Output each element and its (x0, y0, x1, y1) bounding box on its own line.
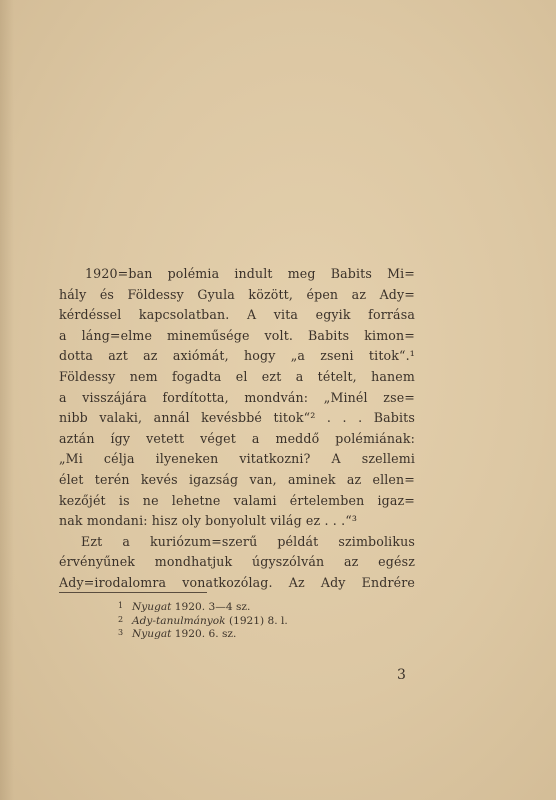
footnote-detail: 1920. 6. sz. (171, 628, 237, 641)
footnote-source: Nyugat (132, 628, 172, 641)
text-line: Ezt a kuriózum=szerű példát szimbolikus (81, 533, 415, 549)
footnotes (118, 600, 398, 641)
text-line: Földessy nem fogadta el ezt a tételt, hanem (59, 368, 415, 384)
page-edge-shadow (0, 0, 14, 800)
footnote-detail: (1921) 8. l. (225, 614, 288, 627)
footnote-source: Nyugat (132, 601, 172, 613)
footnote-divider (59, 592, 207, 593)
footnote (118, 600, 398, 614)
footnote-number: 1 (118, 601, 124, 610)
text-line: Ady=irodalomra vonatkozólag. Az Ady Endrére (59, 574, 415, 590)
footnote (118, 627, 398, 641)
text-line: 1920=ban polémia indult meg Babits Mi= (85, 266, 415, 281)
footnote-number: 2 (118, 614, 124, 624)
text-line: élet terén kevés igazság van, aminek az ellen= (59, 471, 415, 487)
body-text (59, 264, 415, 594)
text-line: a visszájára fordította, mondván: „Minél zse= (59, 389, 415, 405)
text-line: dotta azt az axiómát, hogy „a zseni titok“.¹ (59, 348, 415, 364)
footnote-source: Ady-tanulmányok (132, 614, 226, 627)
text-line: kezőjét is ne lehetne valami értelemben igaz= (59, 492, 415, 508)
footnote-detail: 1920. 3—4 sz. (171, 601, 251, 613)
page-number: 3 (397, 667, 406, 683)
text-line: aztán így vetett véget a meddő polémiának: (59, 430, 415, 446)
text-line: nibb valaki, annál kevésbbé titok“² . . . Babits (59, 410, 415, 426)
text-line: „Mi célja ilyeneken vitatkozni? A szellemi (59, 451, 415, 467)
text-line: a láng=elme mineműsége volt. Babits kimon= (59, 327, 415, 343)
text-line: nak mondani: hisz oly bonyolult világ ez . . .“³ (59, 513, 358, 529)
text-line: kérdéssel kapcsolatban. A vita egyik forrása (59, 307, 415, 323)
text-line: hály és Földessy Gyula között, épen az Ady= (59, 286, 415, 302)
text-line: érvényűnek mondhatjuk úgyszólván az egész (59, 554, 415, 570)
footnote-number: 3 (118, 628, 124, 638)
footnote (118, 614, 398, 628)
